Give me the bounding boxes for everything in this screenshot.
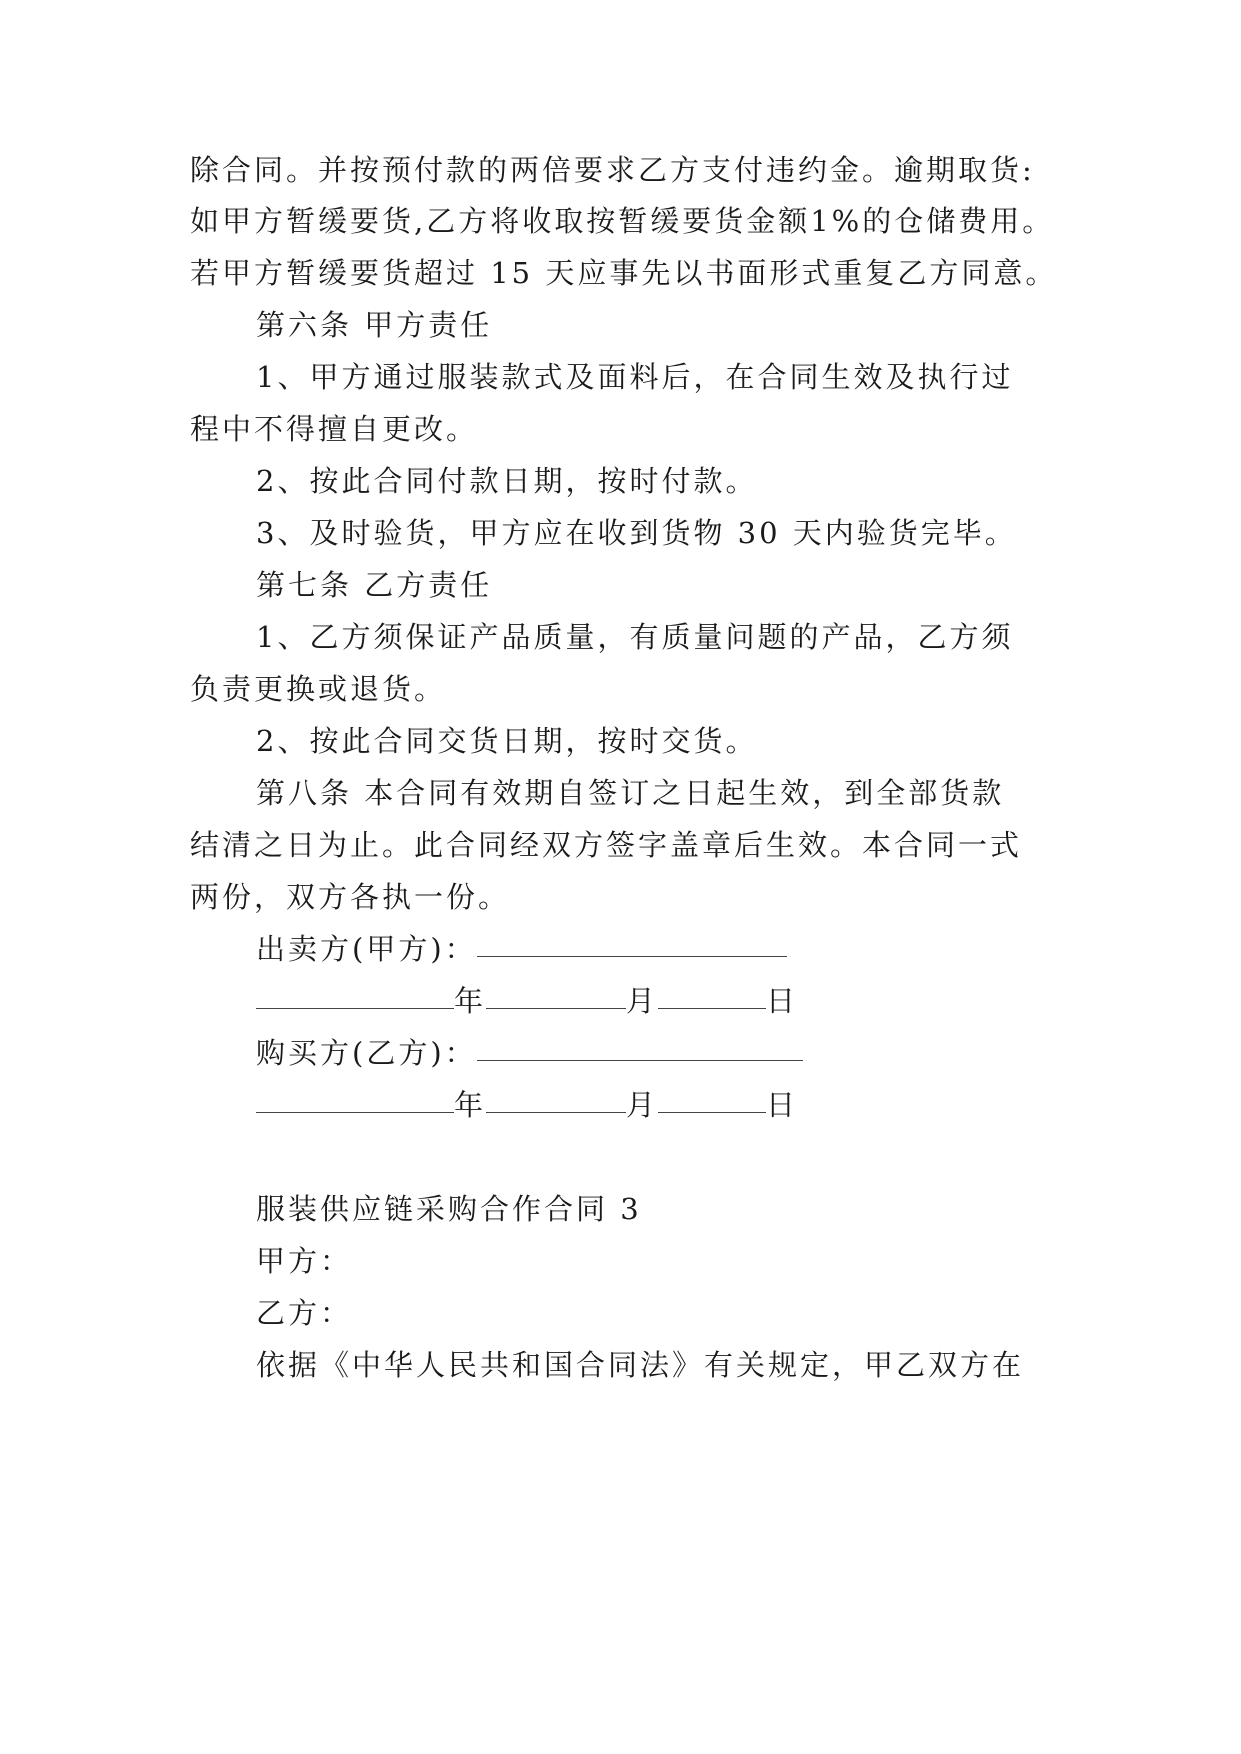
body-text-line: 负责更换或退货。 <box>190 672 447 706</box>
article-8-text: 第八条 本合同有效期自签订之日起生效，到全部货款 <box>256 776 1005 810</box>
month-blank <box>486 981 626 1021</box>
body-text-line: 如甲方暂缓要货,乙方将收取按暂缓要货金额1%的仓储费用。 <box>190 204 1055 238</box>
year-blank <box>256 981 454 1021</box>
seller-label: 出卖方(甲方)： <box>256 932 477 966</box>
month-label: 月 <box>626 984 659 1018</box>
buyer-signature-blank <box>477 1033 803 1073</box>
buyer-label: 购买方(乙方)： <box>256 1036 477 1070</box>
day-blank <box>658 1085 766 1125</box>
buyer-date-row <box>256 1085 798 1125</box>
seller-date-row <box>256 981 798 1021</box>
body-text-line: 结清之日为止。此合同经双方签字盖章后生效。本合同一式 <box>190 828 1023 862</box>
seller-signature-row <box>256 929 787 969</box>
year-blank <box>256 1085 454 1125</box>
body-text-line: 若甲方暂缓要货超过 15 天应事先以书面形式重复乙方同意。 <box>190 256 1058 290</box>
body-text-line: 程中不得擅自更改。 <box>190 412 479 446</box>
body-text-line: 依据《中华人民共和国合同法》有关规定，甲乙双方在 <box>256 1348 1025 1382</box>
body-text-line: 3、及时验货，甲方应在收到货物 30 天内验货完毕。 <box>256 516 1017 550</box>
article-7-heading: 第七条 乙方责任 <box>256 568 493 602</box>
contract-3-title: 服装供应链采购合作合同 3 <box>256 1192 642 1226</box>
body-text-line: 2、按此合同交货日期，按时交货。 <box>256 724 758 758</box>
body-text-line: 2、按此合同付款日期，按时付款。 <box>256 464 758 498</box>
year-label: 年 <box>454 984 487 1018</box>
body-text-line: 1、甲方通过服装款式及面料后，在合同生效及执行过 <box>256 360 1014 394</box>
body-text-line: 两份，双方各执一份。 <box>190 880 511 914</box>
day-label: 日 <box>766 1088 799 1122</box>
buyer-signature-row <box>256 1033 803 1073</box>
month-blank <box>486 1085 626 1125</box>
article-6-heading: 第六条 甲方责任 <box>256 308 493 342</box>
party-b-label: 乙方： <box>256 1296 353 1330</box>
party-a-label: 甲方： <box>256 1244 353 1278</box>
day-blank <box>658 981 766 1021</box>
day-label: 日 <box>766 984 799 1018</box>
body-text-line: 除合同。并按预付款的两倍要求乙方支付违约金。逾期取货: <box>190 153 1035 187</box>
year-label: 年 <box>454 1088 487 1122</box>
seller-signature-blank <box>477 929 787 969</box>
body-text-line: 1、乙方须保证产品质量，有质量问题的产品，乙方须 <box>256 620 1014 654</box>
month-label: 月 <box>626 1088 659 1122</box>
